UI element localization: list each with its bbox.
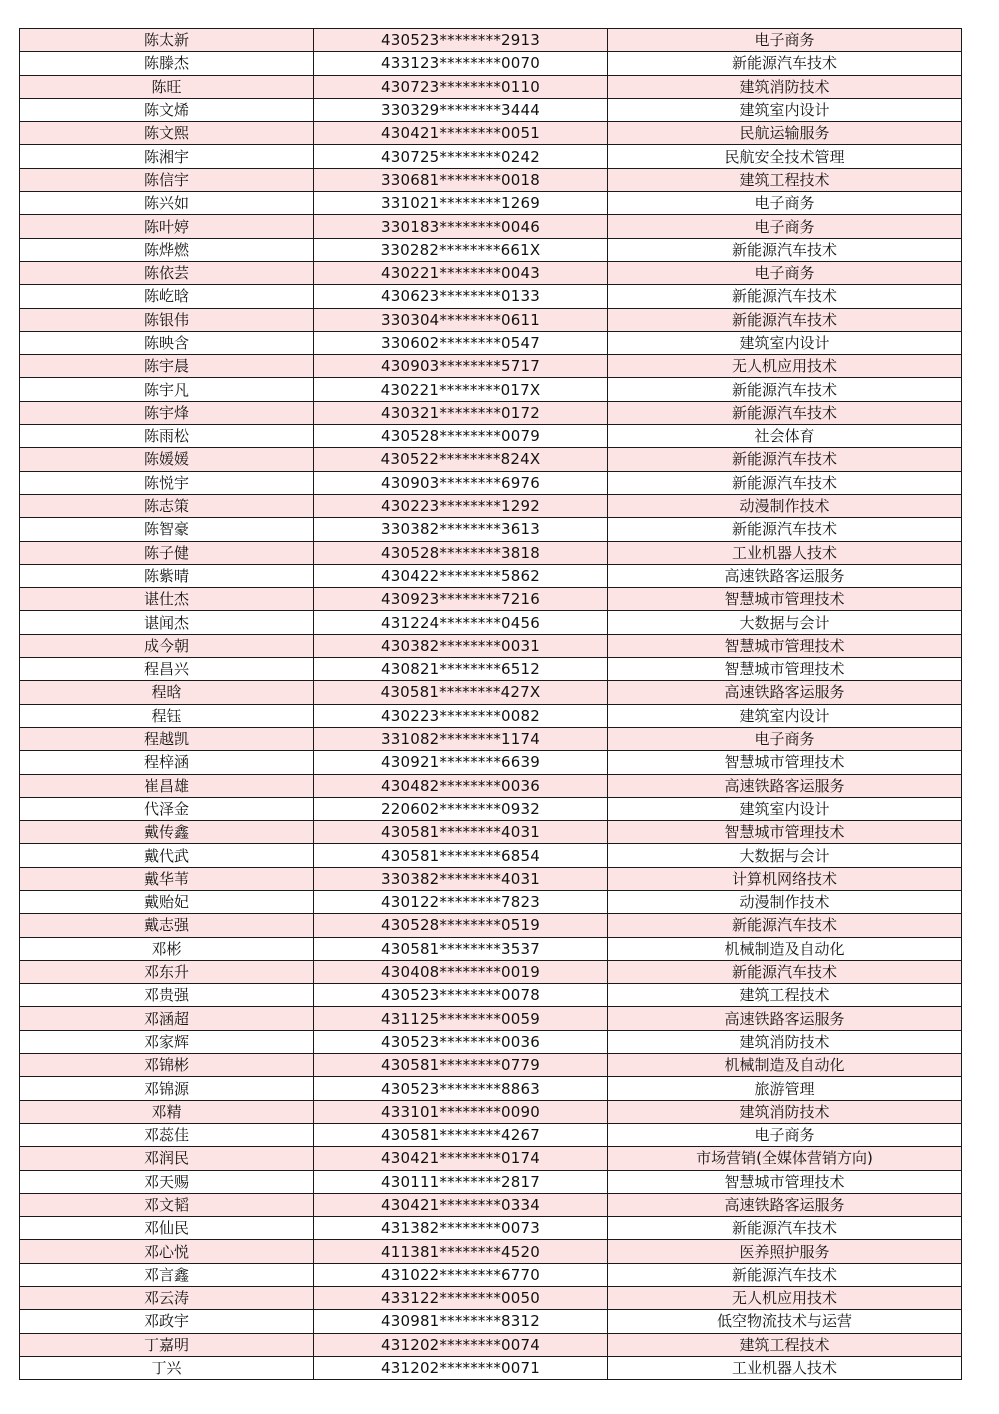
major-cell: 电子商务 xyxy=(608,727,962,750)
table-row xyxy=(20,1123,962,1146)
major-cell: 动漫制作技术 xyxy=(608,494,962,517)
student-name-cell: 戴志强 xyxy=(20,914,314,937)
masked-id-cell: 330183********0046 xyxy=(314,215,608,238)
masked-id-cell: 430528********3818 xyxy=(314,541,608,564)
masked-id-cell: 430523********8863 xyxy=(314,1077,608,1100)
major-cell: 电子商务 xyxy=(608,29,962,52)
masked-id-cell: 411381********4520 xyxy=(314,1240,608,1263)
major-cell: 新能源汽车技术 xyxy=(608,308,962,331)
major-cell: 新能源汽车技术 xyxy=(608,960,962,983)
masked-id-cell: 430581********6854 xyxy=(314,844,608,867)
table-row xyxy=(20,751,962,774)
major-cell: 社会体育 xyxy=(608,425,962,448)
masked-id-cell: 430581********427X xyxy=(314,681,608,704)
table-row xyxy=(20,1147,962,1170)
masked-id-cell: 430623********0133 xyxy=(314,285,608,308)
student-name-cell: 代泽金 xyxy=(20,797,314,820)
student-name-cell: 陈文烯 xyxy=(20,98,314,121)
table-row xyxy=(20,308,962,331)
major-cell: 无人机应用技术 xyxy=(608,1287,962,1310)
major-cell: 智慧城市管理技术 xyxy=(608,634,962,657)
table-row xyxy=(20,238,962,261)
student-name-cell: 邓精 xyxy=(20,1100,314,1123)
masked-id-cell: 430223********1292 xyxy=(314,494,608,517)
major-cell: 高速铁路客运服务 xyxy=(608,774,962,797)
major-cell: 工业机器人技术 xyxy=(608,1356,962,1379)
major-cell: 智慧城市管理技术 xyxy=(608,588,962,611)
table-row xyxy=(20,774,962,797)
major-cell: 旅游管理 xyxy=(608,1077,962,1100)
student-name-cell: 邓政宇 xyxy=(20,1310,314,1333)
student-name-cell: 邓仙民 xyxy=(20,1217,314,1240)
student-roster-sheet xyxy=(19,28,961,1380)
table-row xyxy=(20,727,962,750)
major-cell: 电子商务 xyxy=(608,261,962,284)
masked-id-cell: 331082********1174 xyxy=(314,727,608,750)
masked-id-cell: 430421********0174 xyxy=(314,1147,608,1170)
major-cell: 低空物流技术与运营 xyxy=(608,1310,962,1333)
student-name-cell: 陈烨燃 xyxy=(20,238,314,261)
masked-id-cell: 433122********0050 xyxy=(314,1287,608,1310)
table-row xyxy=(20,1217,962,1240)
major-cell: 新能源汽车技术 xyxy=(608,401,962,424)
masked-id-cell: 430723********0110 xyxy=(314,75,608,98)
major-cell: 大数据与会计 xyxy=(608,844,962,867)
student-name-cell: 陈宇凡 xyxy=(20,378,314,401)
masked-id-cell: 430903********6976 xyxy=(314,471,608,494)
masked-id-cell: 433123********0070 xyxy=(314,52,608,75)
major-cell: 电子商务 xyxy=(608,192,962,215)
student-name-cell: 戴华苇 xyxy=(20,867,314,890)
table-row xyxy=(20,914,962,937)
table-row xyxy=(20,634,962,657)
masked-id-cell: 430482********0036 xyxy=(314,774,608,797)
major-cell: 机械制造及自动化 xyxy=(608,1054,962,1077)
table-row xyxy=(20,658,962,681)
masked-id-cell: 430408********0019 xyxy=(314,960,608,983)
masked-id-cell: 430981********8312 xyxy=(314,1310,608,1333)
major-cell: 建筑工程技术 xyxy=(608,984,962,1007)
table-row xyxy=(20,98,962,121)
student-name-cell: 陈媛媛 xyxy=(20,448,314,471)
student-name-cell: 邓心悦 xyxy=(20,1240,314,1263)
masked-id-cell: 430581********4267 xyxy=(314,1123,608,1146)
student-name-cell: 邓锦源 xyxy=(20,1077,314,1100)
student-name-cell: 丁兴 xyxy=(20,1356,314,1379)
student-name-cell: 邓家辉 xyxy=(20,1030,314,1053)
major-cell: 智慧城市管理技术 xyxy=(608,751,962,774)
student-name-cell: 邓东升 xyxy=(20,960,314,983)
major-cell: 新能源汽车技术 xyxy=(608,238,962,261)
major-cell: 电子商务 xyxy=(608,1123,962,1146)
table-row xyxy=(20,261,962,284)
student-name-cell: 邓文韬 xyxy=(20,1193,314,1216)
masked-id-cell: 330304********0611 xyxy=(314,308,608,331)
major-cell: 新能源汽车技术 xyxy=(608,285,962,308)
student-name-cell: 陈宇烽 xyxy=(20,401,314,424)
student-name-cell: 邓天赐 xyxy=(20,1170,314,1193)
masked-id-cell: 431202********0074 xyxy=(314,1333,608,1356)
masked-id-cell: 430528********0519 xyxy=(314,914,608,937)
major-cell: 民航运输服务 xyxy=(608,122,962,145)
masked-id-cell: 430223********0082 xyxy=(314,704,608,727)
major-cell: 建筑室内设计 xyxy=(608,704,962,727)
student-name-cell: 邓贵强 xyxy=(20,984,314,1007)
table-row xyxy=(20,75,962,98)
table-row xyxy=(20,52,962,75)
table-row xyxy=(20,1054,962,1077)
table-row xyxy=(20,1030,962,1053)
masked-id-cell: 431224********0456 xyxy=(314,611,608,634)
table-row xyxy=(20,937,962,960)
student-name-cell: 陈叶婷 xyxy=(20,215,314,238)
table-row xyxy=(20,1007,962,1030)
table-row xyxy=(20,1333,962,1356)
student-name-cell: 陈湘宇 xyxy=(20,145,314,168)
student-name-cell: 戴代武 xyxy=(20,844,314,867)
student-name-cell: 戴传鑫 xyxy=(20,821,314,844)
table-row xyxy=(20,122,962,145)
masked-id-cell: 430421********0051 xyxy=(314,122,608,145)
student-roster-table xyxy=(19,28,962,1380)
masked-id-cell: 330382********3613 xyxy=(314,518,608,541)
major-cell: 动漫制作技术 xyxy=(608,890,962,913)
table-row xyxy=(20,168,962,191)
table-row xyxy=(20,844,962,867)
major-cell: 新能源汽车技术 xyxy=(608,1217,962,1240)
masked-id-cell: 430321********0172 xyxy=(314,401,608,424)
table-row xyxy=(20,821,962,844)
major-cell: 医养照护服务 xyxy=(608,1240,962,1263)
major-cell: 计算机网络技术 xyxy=(608,867,962,890)
student-name-cell: 陈太新 xyxy=(20,29,314,52)
masked-id-cell: 330282********661X xyxy=(314,238,608,261)
table-row xyxy=(20,890,962,913)
student-name-cell: 陈兴如 xyxy=(20,192,314,215)
masked-id-cell: 433101********0090 xyxy=(314,1100,608,1123)
student-name-cell: 邓润民 xyxy=(20,1147,314,1170)
major-cell: 机械制造及自动化 xyxy=(608,937,962,960)
table-row xyxy=(20,564,962,587)
table-row xyxy=(20,425,962,448)
major-cell: 市场营销(全媒体营销方向) xyxy=(608,1147,962,1170)
student-name-cell: 邓云涛 xyxy=(20,1287,314,1310)
table-row xyxy=(20,401,962,424)
student-name-cell: 陈志策 xyxy=(20,494,314,517)
student-name-cell: 陈旺 xyxy=(20,75,314,98)
table-row xyxy=(20,1240,962,1263)
student-name-cell: 邓涵超 xyxy=(20,1007,314,1030)
masked-id-cell: 430923********7216 xyxy=(314,588,608,611)
table-row xyxy=(20,797,962,820)
student-name-cell: 成今朝 xyxy=(20,634,314,657)
major-cell: 智慧城市管理技术 xyxy=(608,658,962,681)
major-cell: 新能源汽车技术 xyxy=(608,52,962,75)
table-row xyxy=(20,1287,962,1310)
masked-id-cell: 431022********6770 xyxy=(314,1263,608,1286)
student-name-cell: 陈雨松 xyxy=(20,425,314,448)
major-cell: 建筑室内设计 xyxy=(608,797,962,820)
student-name-cell: 程晗 xyxy=(20,681,314,704)
masked-id-cell: 430523********0078 xyxy=(314,984,608,1007)
table-row xyxy=(20,215,962,238)
student-name-cell: 陈信宇 xyxy=(20,168,314,191)
table-row xyxy=(20,378,962,401)
masked-id-cell: 430221********017X xyxy=(314,378,608,401)
masked-id-cell: 430522********824X xyxy=(314,448,608,471)
masked-id-cell: 431382********0073 xyxy=(314,1217,608,1240)
student-name-cell: 戴贻妃 xyxy=(20,890,314,913)
student-name-cell: 谌闻杰 xyxy=(20,611,314,634)
masked-id-cell: 430581********0779 xyxy=(314,1054,608,1077)
major-cell: 高速铁路客运服务 xyxy=(608,1193,962,1216)
table-row xyxy=(20,960,962,983)
major-cell: 无人机应用技术 xyxy=(608,355,962,378)
major-cell: 建筑工程技术 xyxy=(608,1333,962,1356)
major-cell: 新能源汽车技术 xyxy=(608,518,962,541)
student-name-cell: 陈紫晴 xyxy=(20,564,314,587)
masked-id-cell: 330329********3444 xyxy=(314,98,608,121)
table-row xyxy=(20,588,962,611)
student-name-cell: 谌仕杰 xyxy=(20,588,314,611)
major-cell: 建筑工程技术 xyxy=(608,168,962,191)
masked-id-cell: 430581********4031 xyxy=(314,821,608,844)
student-name-cell: 陈映含 xyxy=(20,331,314,354)
masked-id-cell: 430221********0043 xyxy=(314,261,608,284)
table-row xyxy=(20,1193,962,1216)
student-name-cell: 邓彬 xyxy=(20,937,314,960)
student-name-cell: 邓锦彬 xyxy=(20,1054,314,1077)
student-name-cell: 陈智豪 xyxy=(20,518,314,541)
masked-id-cell: 430111********2817 xyxy=(314,1170,608,1193)
major-cell: 智慧城市管理技术 xyxy=(608,1170,962,1193)
table-row xyxy=(20,1356,962,1379)
major-cell: 建筑消防技术 xyxy=(608,75,962,98)
student-name-cell: 陈子健 xyxy=(20,541,314,564)
masked-id-cell: 430523********0036 xyxy=(314,1030,608,1053)
masked-id-cell: 430581********3537 xyxy=(314,937,608,960)
table-row xyxy=(20,331,962,354)
masked-id-cell: 430523********2913 xyxy=(314,29,608,52)
table-row xyxy=(20,29,962,52)
student-name-cell: 邓蕊佳 xyxy=(20,1123,314,1146)
table-row xyxy=(20,145,962,168)
student-name-cell: 陈文熙 xyxy=(20,122,314,145)
table-row xyxy=(20,355,962,378)
masked-id-cell: 430421********0334 xyxy=(314,1193,608,1216)
table-row xyxy=(20,1263,962,1286)
major-cell: 建筑消防技术 xyxy=(608,1100,962,1123)
major-cell: 新能源汽车技术 xyxy=(608,914,962,937)
table-row xyxy=(20,518,962,541)
masked-id-cell: 430122********7823 xyxy=(314,890,608,913)
student-name-cell: 程梓涵 xyxy=(20,751,314,774)
student-name-cell: 陈宇晨 xyxy=(20,355,314,378)
major-cell: 高速铁路客运服务 xyxy=(608,1007,962,1030)
student-name-cell: 邓言鑫 xyxy=(20,1263,314,1286)
table-row xyxy=(20,1100,962,1123)
student-name-cell: 陈屹晗 xyxy=(20,285,314,308)
masked-id-cell: 430528********0079 xyxy=(314,425,608,448)
student-name-cell: 丁嘉明 xyxy=(20,1333,314,1356)
student-name-cell: 程钰 xyxy=(20,704,314,727)
table-row xyxy=(20,1310,962,1333)
table-row xyxy=(20,1077,962,1100)
student-name-cell: 陈依芸 xyxy=(20,261,314,284)
table-row xyxy=(20,192,962,215)
masked-id-cell: 430725********0242 xyxy=(314,145,608,168)
masked-id-cell: 430382********0031 xyxy=(314,634,608,657)
table-row xyxy=(20,494,962,517)
student-name-cell: 程昌兴 xyxy=(20,658,314,681)
table-row xyxy=(20,704,962,727)
major-cell: 工业机器人技术 xyxy=(608,541,962,564)
masked-id-cell: 330681********0018 xyxy=(314,168,608,191)
major-cell: 高速铁路客运服务 xyxy=(608,681,962,704)
major-cell: 新能源汽车技术 xyxy=(608,1263,962,1286)
table-row xyxy=(20,448,962,471)
major-cell: 民航安全技术管理 xyxy=(608,145,962,168)
masked-id-cell: 330382********4031 xyxy=(314,867,608,890)
masked-id-cell: 431202********0071 xyxy=(314,1356,608,1379)
table-row xyxy=(20,1170,962,1193)
student-name-cell: 程越凯 xyxy=(20,727,314,750)
major-cell: 高速铁路客运服务 xyxy=(608,564,962,587)
masked-id-cell: 430903********5717 xyxy=(314,355,608,378)
major-cell: 新能源汽车技术 xyxy=(608,471,962,494)
student-name-cell: 陈银伟 xyxy=(20,308,314,331)
masked-id-cell: 330602********0547 xyxy=(314,331,608,354)
roster-body xyxy=(20,29,962,1380)
masked-id-cell: 431125********0059 xyxy=(314,1007,608,1030)
table-row xyxy=(20,611,962,634)
table-row xyxy=(20,867,962,890)
major-cell: 电子商务 xyxy=(608,215,962,238)
table-row xyxy=(20,471,962,494)
table-row xyxy=(20,984,962,1007)
masked-id-cell: 430821********6512 xyxy=(314,658,608,681)
masked-id-cell: 430422********5862 xyxy=(314,564,608,587)
major-cell: 大数据与会计 xyxy=(608,611,962,634)
major-cell: 建筑消防技术 xyxy=(608,1030,962,1053)
masked-id-cell: 220602********0932 xyxy=(314,797,608,820)
major-cell: 智慧城市管理技术 xyxy=(608,821,962,844)
student-name-cell: 陈滕杰 xyxy=(20,52,314,75)
table-row xyxy=(20,285,962,308)
masked-id-cell: 331021********1269 xyxy=(314,192,608,215)
table-row xyxy=(20,541,962,564)
student-name-cell: 崔昌雄 xyxy=(20,774,314,797)
major-cell: 新能源汽车技术 xyxy=(608,378,962,401)
masked-id-cell: 430921********6639 xyxy=(314,751,608,774)
major-cell: 建筑室内设计 xyxy=(608,98,962,121)
table-row xyxy=(20,681,962,704)
student-name-cell: 陈悦宇 xyxy=(20,471,314,494)
major-cell: 新能源汽车技术 xyxy=(608,448,962,471)
major-cell: 建筑室内设计 xyxy=(608,331,962,354)
